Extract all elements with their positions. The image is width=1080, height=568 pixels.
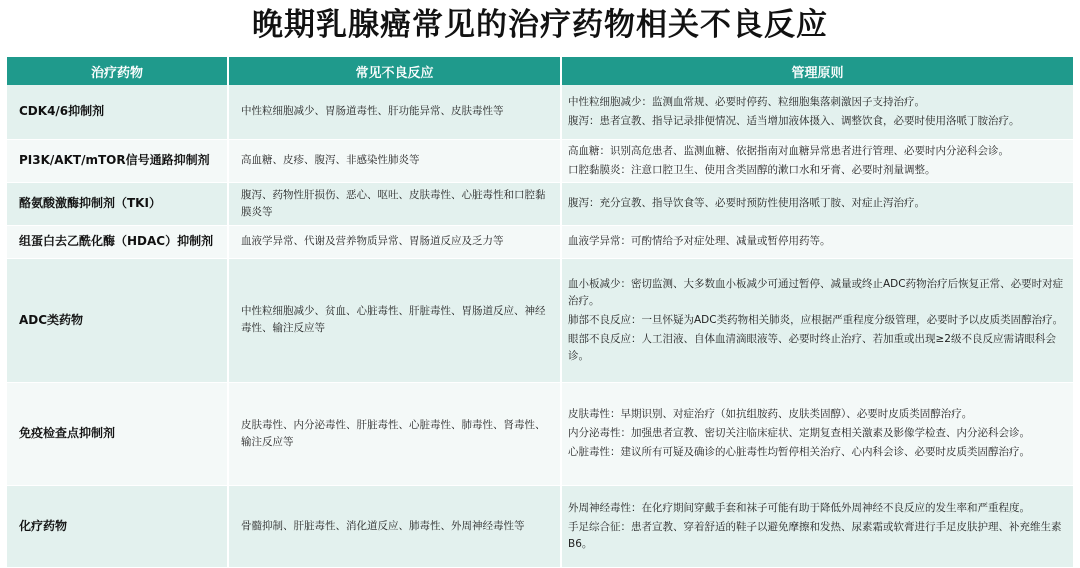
management-principles xyxy=(561,382,1073,485)
adverse-reactions: 中性粒细胞减少、胃肠道毒性、肝功能异常、皮肤毒性等 xyxy=(228,85,561,139)
table-row xyxy=(7,182,1073,225)
adverse-reactions: 骨髓抑制、肝脏毒性、消化道反应、肺毒性、外周神经毒性等 xyxy=(228,485,561,567)
management-principles xyxy=(561,139,1073,182)
principle-item: 血液学异常：可酌情给予对症处理、减量或暂停用药等。 xyxy=(568,235,831,247)
management-principles xyxy=(561,258,1073,382)
principle-item: 眼部不良反应：人工泪液、自体血清滴眼液等、必要时终止治疗、若加重或出现≥2级不良反应需请眼科会诊。 xyxy=(568,332,1056,362)
principle-item: 内分泌毒性：加强患者宣教、密切关注临床症状、定期复查相关激素及影像学检查、内分泌科会诊。 xyxy=(568,427,1030,439)
drug-name: CDK4/6抑制剂 xyxy=(7,85,228,139)
principle-item: 高血糖：识别高危患者、监测血糖、依据指南对血糖异常患者进行管理、必要时内分泌科会诊。 xyxy=(568,144,1009,157)
page-title: 晚期乳腺癌常见的治疗药物相关不良反应 xyxy=(252,7,828,43)
adverse-reactions: 中性粒细胞减少、贫血、心脏毒性、肝脏毒性、胃肠道反应、神经毒性、输注反应等 xyxy=(228,258,561,382)
principle-item: 口腔黏膜炎：注意口腔卫生、使用含类固醇的漱口水和牙膏、必要时剂量调整。 xyxy=(568,163,936,176)
table-header-row xyxy=(7,57,1073,85)
principle-item: 皮肤毒性：早期识别、对症治疗（如抗组胺药、皮肤类固醇）、必要时皮质类固醇治疗。 xyxy=(568,408,973,420)
principle-item: 手足综合征：患者宣教、穿着舒适的鞋子以避免摩擦和发热、尿素霜或软膏进行手足皮肤护理、补充维生素B6。 xyxy=(568,520,1062,550)
adverse-reactions: 血液学异常、代谢及营养物质异常、胃肠道反应及乏力等 xyxy=(228,225,561,258)
table-row xyxy=(7,258,1073,382)
management-principles xyxy=(561,182,1073,225)
adverse-reactions: 高血糖、皮疹、腹泻、非感染性肺炎等 xyxy=(228,139,561,182)
drug-name: ADC类药物 xyxy=(7,258,228,382)
management-principles xyxy=(561,485,1073,567)
principle-item: 心脏毒性：建议所有可疑及确诊的心脏毒性均暂停相关治疗、心内科会诊、必要时皮质类固醇治疗。 xyxy=(568,446,1030,458)
adverse-reaction-table xyxy=(7,57,1073,568)
principle-item: 腹泻：患者宣教、指导记录排便情况、适当增加液体摄入、调整饮食，必要时使用洛哌丁胺治疗。 xyxy=(568,114,1020,127)
table-row xyxy=(7,139,1073,182)
principle-item: 外周神经毒性：在化疗期间穿戴手套和袜子可能有助于降低外周神经不良反应的发生率和严重程度。 xyxy=(568,501,1030,514)
drug-name: PI3K/AKT/mTOR信号通路抑制剂 xyxy=(7,139,228,182)
drug-name: 免疫检查点抑制剂 xyxy=(7,382,228,485)
management-principles xyxy=(561,225,1073,258)
table-row xyxy=(7,485,1073,567)
principle-item: 中性粒细胞减少：监测血常规、必要时停药、粒细胞集落刺激因子支持治疗。 xyxy=(568,95,925,108)
header-adverse-reactions: 常见不良反应 xyxy=(228,57,561,85)
table-row xyxy=(7,382,1073,485)
drug-name: 酪氨酸激酶抑制剂（TKI） xyxy=(7,182,228,225)
drug-name: 组蛋白去乙酰化酶（HDAC）抑制剂 xyxy=(7,225,228,258)
management-principles xyxy=(561,85,1073,139)
header-management-principles: 管理原则 xyxy=(561,57,1073,85)
principle-item: 血小板减少：密切监测、大多数血小板减少可通过暂停、减量或终止ADC药物治疗后恢复正常、必要时对症治疗。 xyxy=(568,277,1064,307)
table-row xyxy=(7,85,1073,139)
principle-item: 腹泻：充分宣教、指导饮食等、必要时预防性使用洛哌丁胺、对症止泻治疗。 xyxy=(568,197,925,209)
drug-name: 化疗药物 xyxy=(7,485,228,567)
adverse-reactions: 腹泻、药物性肝损伤、恶心、呕吐、皮肤毒性、心脏毒性和口腔黏膜炎等 xyxy=(228,182,561,225)
adverse-reactions: 皮肤毒性、内分泌毒性、肝脏毒性、心脏毒性、肺毒性、肾毒性、输注反应等 xyxy=(228,382,561,485)
principle-item: 肺部不良反应：一旦怀疑为ADC类药物相关肺炎，应根据严重程度分级管理，必要时予以皮质类固醇治疗。 xyxy=(568,313,1064,326)
header-drug: 治疗药物 xyxy=(7,57,228,85)
table-row xyxy=(7,225,1073,258)
